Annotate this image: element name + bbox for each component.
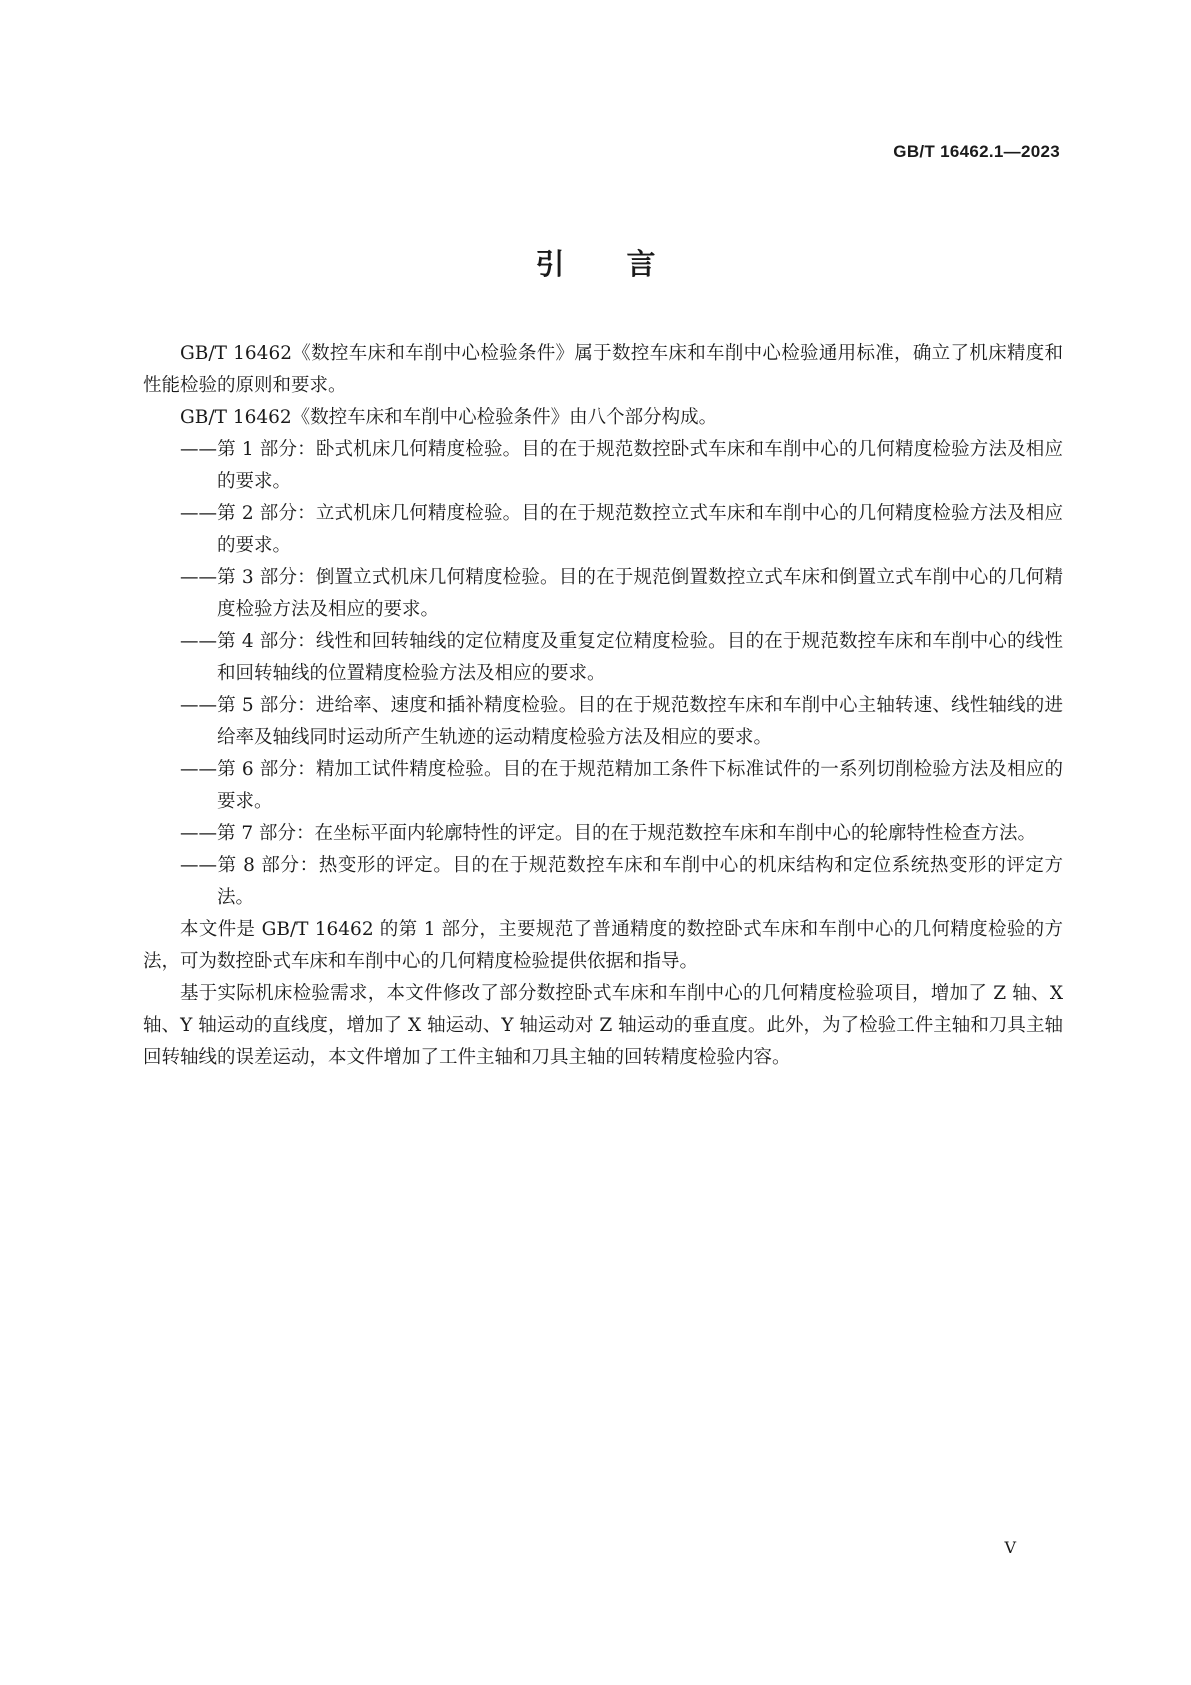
changes-paragraph: 基于实际机床检验需求，本文件修改了部分数控卧式车床和车削中心的几何精度检验项目，增加了 Z 轴、X 轴、Y 轴运动的直线度，增加了 X 轴运动、Y 轴运动对 Z 轴运动的垂直度。此外，为了检验工件主轴和刀具主轴回转轴线的误差运动，本文件增加了工件主轴和刀具主轴的回转精度检验内容。 (143, 983, 1063, 1068)
page-number: V (1004, 1538, 1016, 1557)
part-text: 第 6 部分：精加工试件精度检验。目的在于规范精加工条件下标准试件的一系列切削检验方法及相应的要求。 (217, 759, 1063, 812)
part-list-item (143, 690, 1063, 754)
part-text: 第 8 部分：热变形的评定。目的在于规范数控车床和车削中心的机床结构和定位系统热变形的评定方法。 (217, 855, 1063, 908)
part-list-item (143, 498, 1063, 562)
document-body (143, 338, 1063, 1074)
intro-paragraph-2: GB/T 16462《数控车床和车削中心检验条件》由八个部分构成。 (180, 407, 718, 428)
intro-paragraph-1: GB/T 16462《数控车床和车削中心检验条件》属于数控车床和车削中心检验通用标准，确立了机床精度和性能检验的原则和要求。 (143, 343, 1063, 396)
part-text: 第 3 部分：倒置立式机床几何精度检验。目的在于规范倒置数控立式车床和倒置立式车削中心的几何精度检验方法及相应的要求。 (217, 567, 1063, 620)
dash-marker: —— (180, 567, 217, 588)
section-title: 引言 (535, 247, 718, 281)
scope-paragraph: 本文件是 GB/T 16462 的第 1 部分，主要规范了普通精度的数控卧式车床和车削中心的几何精度检验的方法，可为数控卧式车床和车削中心的几何精度检验提供依据和指导。 (143, 919, 1063, 972)
part-text: 第 1 部分：卧式机床几何精度检验。目的在于规范数控卧式车床和车削中心的几何精度检验方法及相应的要求。 (217, 439, 1063, 492)
standard-number: GB/T 16462.1—2023 (893, 142, 1060, 161)
part-list-item (143, 850, 1063, 914)
dash-marker: —— (180, 503, 217, 524)
part-text: 第 5 部分：进给率、速度和插补精度检验。目的在于规范数控车床和车削中心主轴转速、线性轴线的进给率及轴线同时运动所产生轨迹的运动精度检验方法及相应的要求。 (217, 695, 1063, 748)
dash-marker: —— (180, 823, 217, 844)
part-list-item (143, 434, 1063, 498)
part-text: 第 7 部分：在坐标平面内轮廓特性的评定。目的在于规范数控车床和车削中心的轮廓特性检查方法。 (217, 823, 1037, 844)
dash-marker: —— (180, 759, 217, 780)
part-list-item (143, 626, 1063, 690)
part-list-item (143, 818, 1063, 850)
part-text: 第 4 部分：线性和回转轴线的定位精度及重复定位精度检验。目的在于规范数控车床和车削中心的线性和回转轴线的位置精度检验方法及相应的要求。 (217, 631, 1063, 684)
dash-marker: —— (180, 439, 217, 460)
dash-marker: —— (180, 855, 217, 876)
part-list-item (143, 562, 1063, 626)
part-text: 第 2 部分：立式机床几何精度检验。目的在于规范数控立式车床和车削中心的几何精度检验方法及相应的要求。 (217, 503, 1063, 556)
part-list-item (143, 754, 1063, 818)
dash-marker: —— (180, 695, 217, 716)
dash-marker: —— (180, 631, 217, 652)
